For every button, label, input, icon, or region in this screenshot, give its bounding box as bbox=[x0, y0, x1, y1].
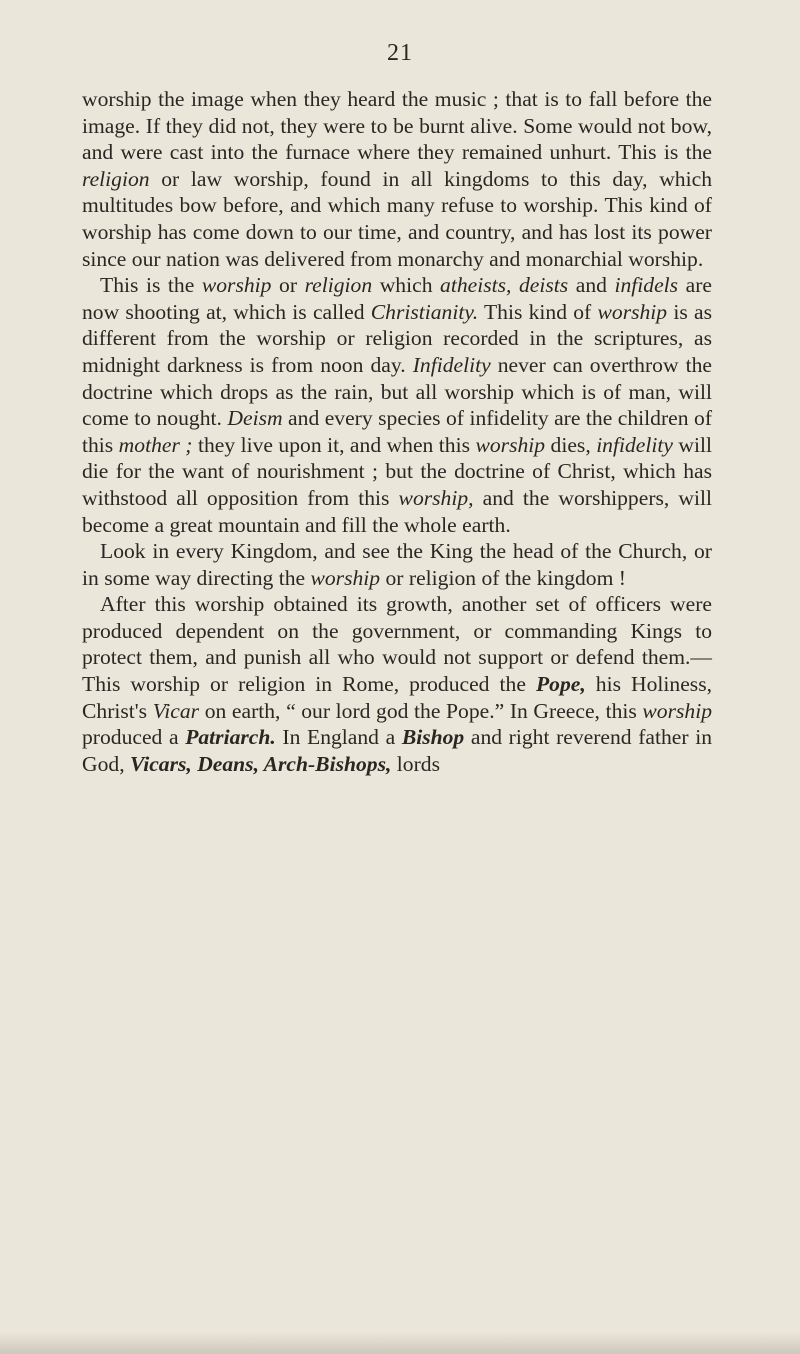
emphasized-text: worship bbox=[642, 698, 712, 723]
emphasized-text: Vicar bbox=[152, 698, 200, 723]
text-run: are now shooting at, which is called bbox=[82, 273, 712, 324]
text-run: his Holiness, Christ's bbox=[82, 672, 712, 723]
text-run: or religion of the kingdom ! bbox=[380, 565, 626, 590]
text-run: and every species of infidelity are the children of this bbox=[82, 406, 713, 457]
paragraph bbox=[82, 591, 712, 777]
emphasized-text: religion bbox=[304, 273, 373, 298]
text-run: they live upon it, and when this bbox=[192, 432, 476, 457]
text-run: After this worship obtained its growth, another set of officers were produced dependent on the government, or commanding Kings to protect them, and punish all who would not support or defend them.— This worship or religion in Rome, produced the bbox=[82, 592, 712, 697]
emphasized-text: infidels bbox=[614, 273, 679, 298]
paragraph bbox=[82, 86, 712, 272]
page-number: 21 bbox=[387, 40, 413, 66]
emphasized-text: Bishop bbox=[401, 725, 465, 750]
text-run: or law worship, found in all kingdoms to this day, which multitudes bow before, and which many refuse to worship. This kind of worship has come down to our time, and country, and has lost its power since our nation was delivered from monarchy and monarchial worship. bbox=[82, 166, 712, 271]
text-run: or bbox=[271, 273, 305, 298]
text-run: lords bbox=[391, 751, 440, 776]
text-run: dies, bbox=[545, 432, 597, 457]
text-run: In England a bbox=[275, 725, 402, 750]
text-run: on earth, “ our lord god the Pope.” In Greece, this bbox=[199, 698, 643, 723]
emphasized-text: worship, bbox=[398, 485, 474, 510]
text-run: never can overthrow the doctrine which drops as the rain, but all worship which is of man, will come to nought. bbox=[82, 352, 713, 431]
text-run: This is the bbox=[100, 273, 202, 298]
emphasized-text: Infidelity bbox=[412, 352, 491, 377]
emphasized-text: worship bbox=[310, 565, 381, 590]
text-run: Look in every Kingdom, and see the King the head of the Church, or in some way directing the bbox=[82, 539, 712, 590]
emphasized-text: Deism bbox=[227, 406, 283, 431]
text-run: which bbox=[372, 273, 441, 298]
emphasized-text: Patriarch. bbox=[185, 725, 276, 750]
text-run: and bbox=[568, 273, 615, 298]
emphasized-text: worship bbox=[201, 273, 272, 298]
page-bottom-edge bbox=[0, 1332, 800, 1354]
text-run: worship the image when they heard the music ; that is to fall before the image. If they did not, they were to be burnt alive. Some would not bow, and were cast into the furnace where they remained unhurt. This is the bbox=[82, 87, 712, 165]
paragraph bbox=[82, 538, 712, 591]
text-run: and the worshippers, will become a great mountain and fill the whole earth. bbox=[82, 485, 712, 537]
emphasized-text: Christianity. bbox=[370, 299, 479, 324]
text-run: will die for the want of nourishment ; but the doctrine of Christ, which has withstood all opposition from this bbox=[82, 432, 713, 510]
emphasized-text: atheists, deists bbox=[440, 273, 569, 298]
emphasized-text: Pope, bbox=[535, 672, 586, 697]
text-run: This kind of bbox=[478, 299, 598, 324]
text-run: produced a bbox=[82, 725, 186, 750]
emphasized-text: Vicars, Deans, Arch-Bishops, bbox=[130, 751, 392, 776]
body-text bbox=[82, 86, 712, 777]
emphasized-text: worship bbox=[475, 432, 546, 457]
text-run: and right reverend father in God, bbox=[82, 725, 712, 776]
emphasized-text: mother ; bbox=[118, 432, 193, 457]
paragraph bbox=[82, 272, 712, 538]
emphasized-text: religion bbox=[82, 166, 150, 191]
emphasized-text: worship bbox=[597, 299, 668, 324]
emphasized-text: infidelity bbox=[596, 432, 673, 457]
text-run: is as different from the worship or religion recorded in the scriptures, as midnight darkness is from noon day. bbox=[82, 299, 712, 377]
